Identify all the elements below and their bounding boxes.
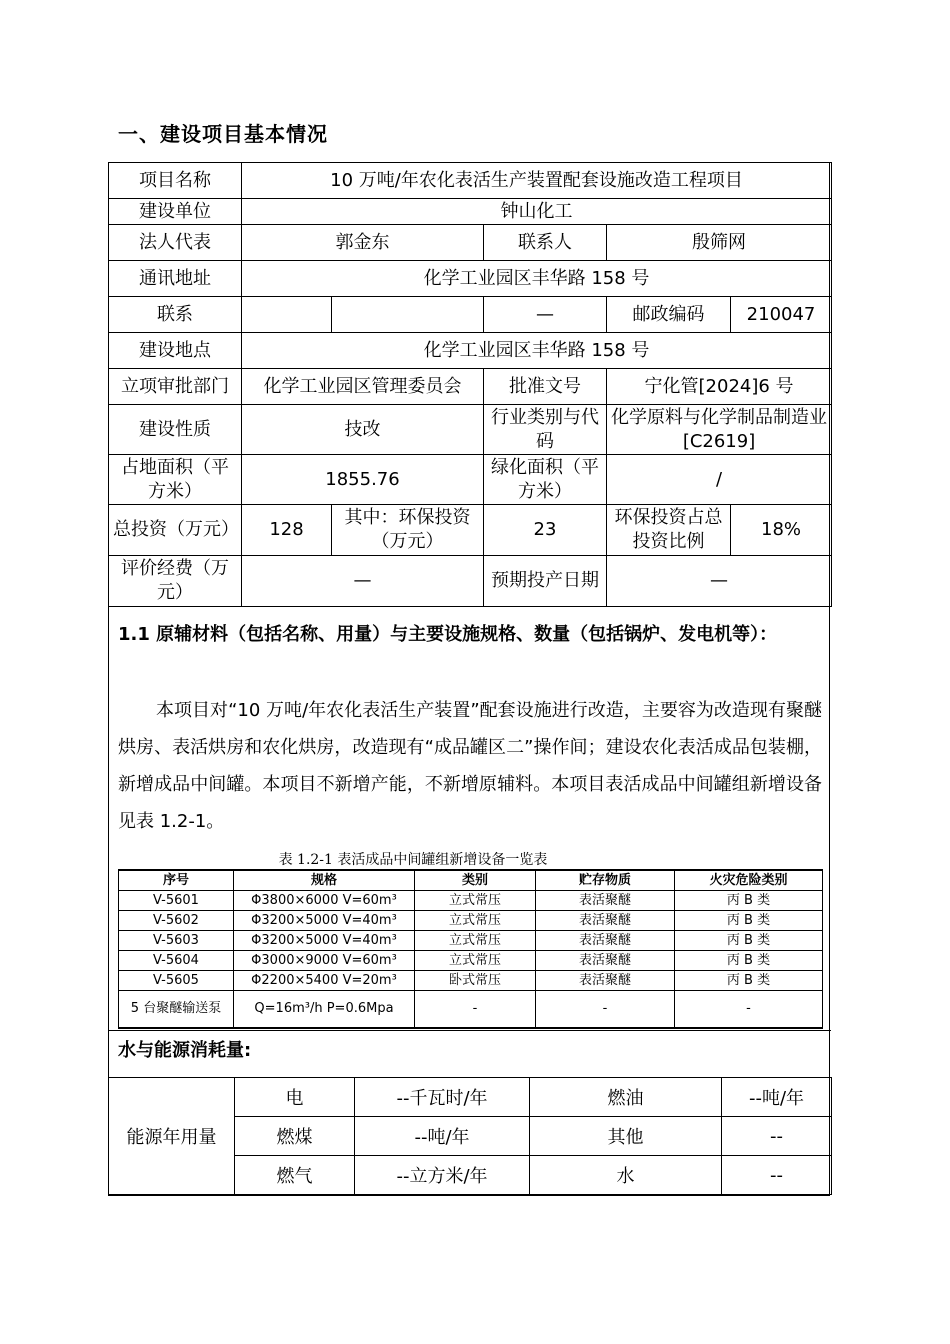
legal-rep-label: 法人代表 bbox=[109, 225, 242, 261]
energy-row-label: 能源年用量 bbox=[109, 1078, 235, 1195]
cell-material: 表活聚醚 bbox=[536, 931, 675, 951]
site-label: 建设地点 bbox=[109, 333, 242, 369]
cell-type: 立式常压 bbox=[415, 891, 536, 911]
cell-material: - bbox=[536, 991, 675, 1029]
water-label: 水 bbox=[530, 1156, 722, 1195]
cell-no: V-5603 bbox=[119, 931, 234, 951]
page-title: 一、建设项目基本情况 bbox=[118, 122, 328, 146]
table-row bbox=[119, 971, 823, 991]
industry: 化学原料与化学制品制造业[C2619] bbox=[607, 405, 832, 455]
area-label: 占地面积（平方米） bbox=[109, 455, 242, 505]
energy-row bbox=[109, 1078, 832, 1117]
table-row bbox=[119, 931, 823, 951]
row-builder bbox=[109, 199, 832, 225]
invest: 128 bbox=[242, 505, 332, 556]
row-site bbox=[109, 333, 832, 369]
cell-type: - bbox=[415, 991, 536, 1029]
cell-type: 立式常压 bbox=[415, 911, 536, 931]
cell-material: 表活聚醚 bbox=[536, 971, 675, 991]
energy-heading: 水与能源消耗量: bbox=[118, 1040, 252, 1061]
contact-label: 联系人 bbox=[484, 225, 607, 261]
cell-spec: Φ3200×5000 V=40m³ bbox=[234, 931, 415, 951]
divider bbox=[108, 1030, 831, 1031]
section-paragraph: 本项目对“10 万吨/年农化表活生产装置”配套设施进行改造，主要容为改造现有聚醚烘房、表活烘房和农化烘房，改造现有“成品罐区二”操作间；建设农化表活成品包装棚，新增成品中间罐。本项目不新增产能，不新增原辅料。本项目表活成品中间罐组新增设备见表 1.2-1。 bbox=[118, 700, 822, 832]
energy-table bbox=[108, 1077, 832, 1195]
cell-no: 5 台聚醚输送泵 bbox=[119, 991, 234, 1029]
col-header-spec: 规格 bbox=[234, 870, 415, 891]
table-row bbox=[119, 951, 823, 971]
address: 化学工业园区丰华路 158 号 bbox=[242, 261, 832, 297]
cell-type: 卧式常压 bbox=[415, 971, 536, 991]
fuel-oil-value: --吨/年 bbox=[722, 1078, 832, 1117]
cell-fire-class: 丙 B 类 bbox=[675, 951, 823, 971]
invest-label: 总投资（万元） bbox=[109, 505, 242, 556]
site: 化学工业园区丰华路 158 号 bbox=[242, 333, 832, 369]
approval-dept-label: 立项审批部门 bbox=[109, 369, 242, 405]
col-header-fire-class: 火灾危险类别 bbox=[675, 870, 823, 891]
cell-spec: Φ3200×5000 V=40m³ bbox=[234, 911, 415, 931]
cell-material: 表活聚醚 bbox=[536, 911, 675, 931]
water-value: -- bbox=[722, 1156, 832, 1195]
row-nature bbox=[109, 405, 832, 455]
col-header-no: 序号 bbox=[119, 870, 234, 891]
equipment-header-row bbox=[119, 870, 823, 891]
green: / bbox=[607, 455, 832, 505]
cell-no: V-5601 bbox=[119, 891, 234, 911]
cell-no: V-5604 bbox=[119, 951, 234, 971]
cell-fire-class: 丙 B 类 bbox=[675, 931, 823, 951]
equipment-table bbox=[118, 869, 823, 1029]
phone-value: — bbox=[484, 297, 607, 333]
contact: 殷筛网 bbox=[607, 225, 832, 261]
env-ratio: 18% bbox=[731, 505, 832, 556]
eval-fee-label: 评价经费（万元） bbox=[109, 556, 242, 607]
nature-label: 建设性质 bbox=[109, 405, 242, 455]
cell-material: 表活聚醚 bbox=[536, 891, 675, 911]
fuel-oil-label: 燃油 bbox=[530, 1078, 722, 1117]
electricity-value: --千瓦时/年 bbox=[355, 1078, 530, 1117]
prod-date-label: 预期投产日期 bbox=[484, 556, 607, 607]
legal-rep: 郭金东 bbox=[242, 225, 484, 261]
gas-label: 燃气 bbox=[235, 1156, 355, 1195]
project-name: 10 万吨/年农化表活生产装置配套设施改造工程项目 bbox=[242, 163, 832, 199]
table-caption: 表 1.2-1 表活成品中间罐组新增设备一览表 bbox=[278, 852, 548, 868]
approval-no-label: 批准文号 bbox=[484, 369, 607, 405]
section-heading-1-1: 1.1 原辅材料（包括名称、用量）与主要设施规格、数量（包括锅炉、发电机等）： bbox=[118, 624, 778, 645]
prod-date: — bbox=[607, 556, 832, 607]
other-label: 其他 bbox=[530, 1117, 722, 1156]
table-row bbox=[119, 911, 823, 931]
table-row bbox=[119, 991, 823, 1029]
phone-cell-2 bbox=[332, 297, 484, 333]
cell-fire-class: 丙 B 类 bbox=[675, 891, 823, 911]
row-eval bbox=[109, 556, 832, 607]
coal-value: --吨/年 bbox=[355, 1117, 530, 1156]
env-invest: 23 bbox=[484, 505, 607, 556]
cell-spec: Φ3000×9000 V=60m³ bbox=[234, 951, 415, 971]
cell-spec: Φ3800×6000 V=60m³ bbox=[234, 891, 415, 911]
phone-label: 联系 bbox=[109, 297, 242, 333]
postcode: 210047 bbox=[731, 297, 832, 333]
cell-type: 立式常压 bbox=[415, 951, 536, 971]
phone-cell-1 bbox=[242, 297, 332, 333]
approval-no: 宁化管[2024]6 号 bbox=[607, 369, 832, 405]
cell-no: V-5605 bbox=[119, 971, 234, 991]
other-value: -- bbox=[722, 1117, 832, 1156]
row-area bbox=[109, 455, 832, 505]
row-approval bbox=[109, 369, 832, 405]
industry-label: 行业类别与代码 bbox=[484, 405, 607, 455]
cell-material: 表活聚醚 bbox=[536, 951, 675, 971]
cell-type: 立式常压 bbox=[415, 931, 536, 951]
cell-no: V-5602 bbox=[119, 911, 234, 931]
approval-dept: 化学工业园区管理委员会 bbox=[242, 369, 484, 405]
cell-fire-class: 丙 B 类 bbox=[675, 971, 823, 991]
env-ratio-label: 环保投资占总投资比例 bbox=[607, 505, 731, 556]
table-row bbox=[119, 891, 823, 911]
builder: 钟山化工 bbox=[242, 199, 832, 225]
gas-value: --立方米/年 bbox=[355, 1156, 530, 1195]
row-address bbox=[109, 261, 832, 297]
row-invest bbox=[109, 505, 832, 556]
cell-spec: Q=16m³/h P=0.6Mpa bbox=[234, 991, 415, 1029]
postcode-label: 邮政编码 bbox=[607, 297, 731, 333]
row-phone bbox=[109, 297, 832, 333]
area: 1855.76 bbox=[242, 455, 484, 505]
cell-spec: Φ2200×5400 V=20m³ bbox=[234, 971, 415, 991]
col-header-material: 贮存物质 bbox=[536, 870, 675, 891]
row-project-name bbox=[109, 163, 832, 199]
cell-fire-class: 丙 B 类 bbox=[675, 911, 823, 931]
project-name-label: 项目名称 bbox=[109, 163, 242, 199]
row-legal-rep bbox=[109, 225, 832, 261]
green-label: 绿化面积（平方米） bbox=[484, 455, 607, 505]
builder-label: 建设单位 bbox=[109, 199, 242, 225]
coal-label: 燃煤 bbox=[235, 1117, 355, 1156]
eval-fee: — bbox=[242, 556, 484, 607]
col-header-type: 类别 bbox=[415, 870, 536, 891]
address-label: 通讯地址 bbox=[109, 261, 242, 297]
env-invest-label: 其中：环保投资（万元） bbox=[332, 505, 484, 556]
project-info-table bbox=[108, 162, 832, 607]
electricity-label: 电 bbox=[235, 1078, 355, 1117]
cell-fire-class: - bbox=[675, 991, 823, 1029]
nature: 技改 bbox=[242, 405, 484, 455]
